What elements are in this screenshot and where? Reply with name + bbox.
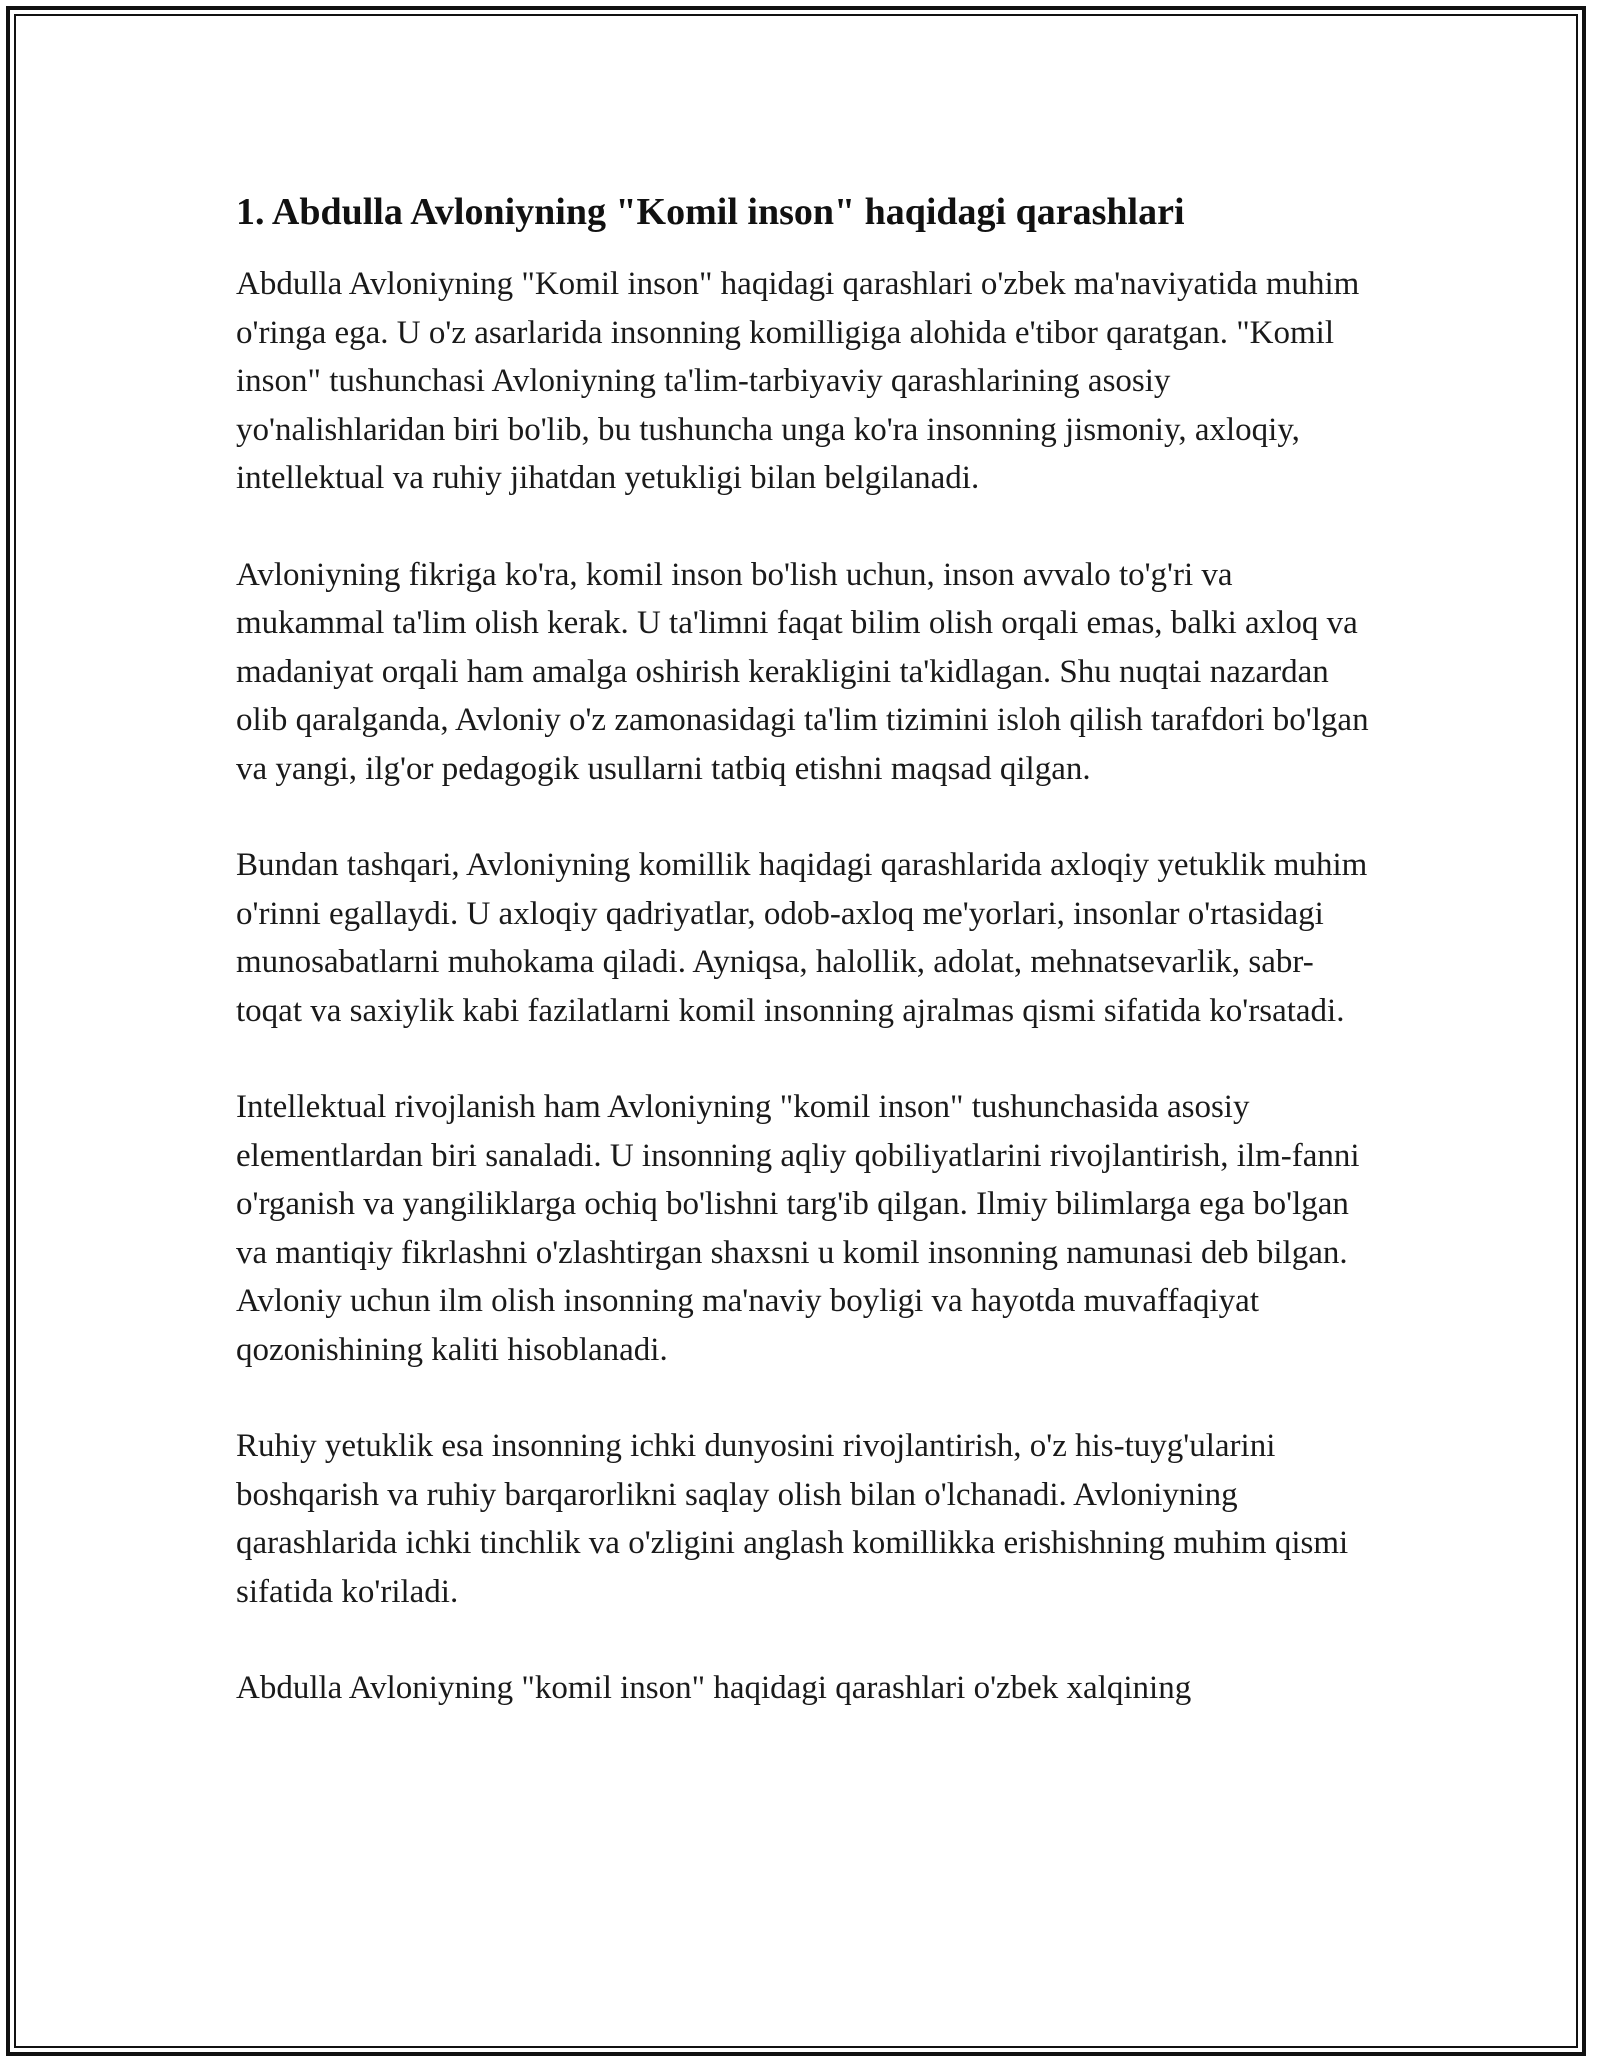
section-heading: 1. Abdulla Avloniyning "Komil inson" haqidagi qarashlari: [236, 191, 1185, 233]
paragraph-ruhiy-yetuklik: Ruhiy yetuklik esa insonning ichki dunyosini rivojlantirish, o'z his-tuyg'ularini boshqarish va ruhiy barqarorlikni saqlay olish bilan o'lchanadi. Avloniyning qarashlarida ichki tinchlik va o'zligini anglash komillikka erishishning muhim qismi sifatida ko'riladi.: [236, 1428, 1349, 1610]
paragraph-axloqiy-yetuklik: Bundan tashqari, Avloniyning komillik haqidagi qarashlarida axloqiy yetuklik muhim o'rinni egallaydi. U axloqiy qadriyatlar, odob-axloq me'yorlari, insonlar o'rtasidagi munosabatlarni muhokama qiladi. Ayniqsa, halollik, adolat, mehnatsevarlik, sabr-toqat va saxiylik kabi fazilatlarni komil insonning ajralmas qismi sifatida ko'rsatadi.: [236, 847, 1368, 1029]
paragraph-komil-inson-intro: Abdulla Avloniyning "Komil inson" haqidagi qarashlari o'zbek ma'naviyatida muhim o'ringa ega. U o'z asarlarida insonning komilligiga alohida e'tibor qaratgan. "Komil inson" tushunchasi Avloniyning ta'lim-tarbiyaviy qarashlarining asosiy yo'nalishlaridan biri bo'lib, bu tushuncha unga ko'ra insonning jismoniy, axloqiy, intellektual va ruhiy jihatdan yetukligi bilan belgilanadi.: [236, 266, 1360, 496]
paragraph-conclusion-start: Abdulla Avloniyning "komil inson" haqidagi qarashlari o'zbek xalqining: [236, 1670, 1192, 1706]
paragraph-talim: Avloniyning fikriga ko'ra, komil inson bo'lish uchun, inson avvalo to'g'ri va mukammal ta'lim olish kerak. U ta'limni faqat bilim olish orqali emas, balki axloq va madaniyat orqali ham amalga oshirish kerakligini ta'kidlagan. Shu nuqtai nazardan olib qaralganda, Avloniy o'z zamonasidagi ta'lim tizimini isloh qilish tarafdori bo'lgan va yangi, ilg'or pedagogik usullarni tatbiq etishni maqsad qilgan.: [236, 556, 1369, 787]
document-body: [236, 186, 1376, 1713]
paragraph-intellektual-rivojlanish: Intellektual rivojlanish ham Avloniyning "komil inson" tushunchasida asosiy elementlardan biri sanaladi. U insonning aqliy qobiliyatlarini rivojlantirish, ilm-fanni o'rganish va yangiliklarga ochiq bo'lishni targ'ib qilgan. Ilmiy bilimlarga ega bo'lgan va mantiqiy fikrlashni o'zlashtirgan shaxsni u komil insonning namunasi deb bilgan. Avloniy uchun ilm olish insonning ma'naviy boyligi va hayotda muvaffaqiyat qozonishining kaliti hisoblanadi.: [236, 1089, 1360, 1368]
